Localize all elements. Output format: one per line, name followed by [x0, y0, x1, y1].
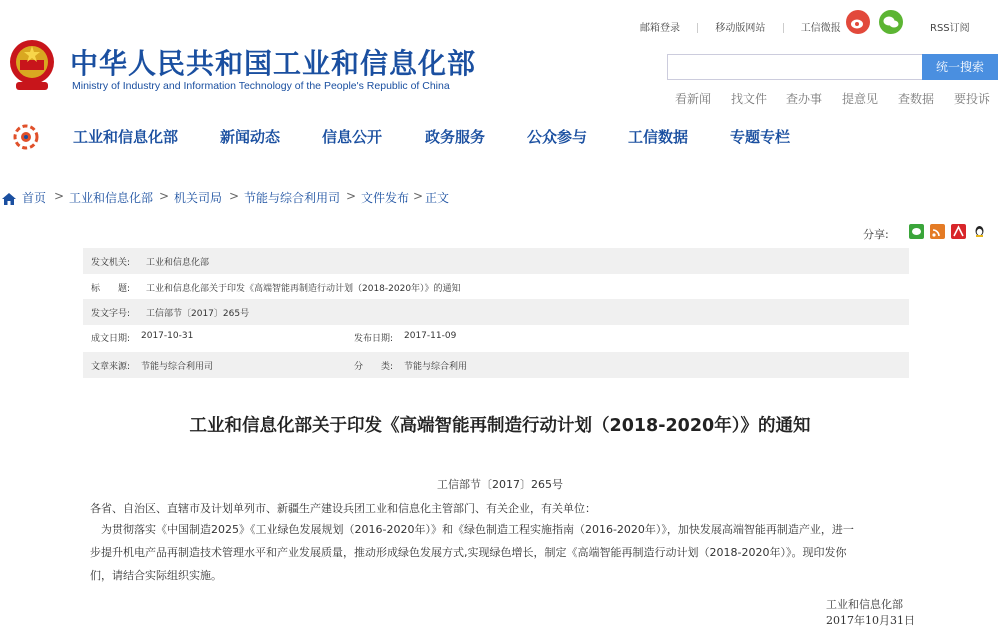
divider	[697, 23, 698, 33]
source-label: 文章来源:	[91, 362, 131, 372]
info-row-source	[83, 352, 909, 378]
quick-link-data[interactable]: 查数据	[898, 92, 935, 106]
breadcrumb-home[interactable]: 首页	[22, 191, 47, 205]
created-value: 2017-10-31	[141, 331, 194, 341]
document-body-line: 为贯彻落实《中国制造2025》《工业绿色发展规划（2016-2020年）》和《绿色制造工程实施指南（2016-2020年）》，加快发展高端智能再制造产业，进一	[90, 523, 854, 536]
share-label: 分享:	[863, 228, 889, 241]
breadcrumb-separator: >	[54, 189, 65, 203]
weibo-icon[interactable]	[846, 10, 870, 34]
info-row-title	[83, 274, 909, 300]
info-row-issuer	[83, 248, 909, 274]
issuer-value: 工业和信息化部	[146, 258, 210, 268]
home-icon[interactable]	[2, 190, 16, 209]
nav-gov-services[interactable]: 政务服务	[425, 128, 486, 146]
breadcrumb-miit[interactable]: 工业和信息化部	[69, 191, 154, 205]
top-links	[640, 19, 841, 34]
wechat-icon[interactable]	[879, 10, 903, 34]
document-title: 工业和信息化部关于印发《高端智能再制造行动计划（2018-2020年）》的通知	[189, 416, 811, 436]
breadcrumb-current: 正文	[425, 191, 450, 205]
published-value: 2017-11-09	[404, 331, 457, 341]
divider	[783, 23, 784, 33]
nav-info-disclosure[interactable]: 信息公开	[322, 128, 383, 146]
mail-login-link[interactable]: 邮箱登录	[640, 23, 680, 34]
document-signature: 工业和信息化部	[826, 598, 903, 611]
document-body-line: 步提升机电产品再制造技术管理水平和产业发展质量，推动形成绿色发展方式,实现绿色增长，制定《高端智能再制造行动计划（2018-2020年）》。现印发你	[90, 546, 847, 559]
rss-share-icon[interactable]	[930, 224, 945, 239]
search-button[interactable]: 统一搜索	[922, 54, 998, 80]
qq-share-icon[interactable]	[972, 224, 987, 239]
document-date: 2017年10月31日	[826, 614, 915, 627]
miit-logo-icon[interactable]	[12, 124, 40, 150]
category-label: 分 类:	[354, 362, 394, 372]
national-emblem-logo[interactable]	[8, 38, 56, 94]
source-value: 节能与综合利用司	[141, 362, 214, 372]
wechat-share-icon[interactable]	[909, 224, 924, 239]
number-value: 工信部节〔2017〕265号	[146, 309, 250, 319]
site-subtitle: Ministry of Industry and Information Technology of the People's Republic of China	[72, 80, 450, 92]
number-label: 发文字号:	[91, 309, 131, 319]
published-label: 发布日期:	[354, 334, 394, 344]
breadcrumb-separator: >	[346, 189, 357, 203]
site-title[interactable]: 中华人民共和国工业和信息化部	[70, 47, 477, 80]
category-value: 节能与综合利用	[404, 362, 468, 372]
breadcrumb-documents[interactable]: 文件发布	[361, 191, 410, 205]
breadcrumb-energy-dept[interactable]: 节能与综合利用司	[244, 191, 341, 205]
nav-miit[interactable]: 工业和信息化部	[73, 128, 179, 146]
breadcrumb-departments[interactable]: 机关司局	[174, 191, 223, 205]
info-row-dates	[83, 324, 909, 350]
quick-link-services[interactable]: 查办事	[786, 92, 823, 106]
mobile-site-link[interactable]: 移动版网站	[715, 23, 766, 34]
pdf-share-icon[interactable]	[951, 224, 966, 239]
created-label: 成文日期:	[91, 334, 131, 344]
quick-link-files[interactable]: 找文件	[731, 92, 768, 106]
nav-news[interactable]: 新闻动态	[220, 128, 281, 146]
document-number: 工信部节〔2017〕265号	[437, 478, 563, 491]
info-row-number	[83, 299, 909, 325]
issuer-label: 发文机关:	[91, 258, 131, 268]
nav-data[interactable]: 工信数据	[628, 128, 689, 146]
quick-link-news[interactable]: 看新闻	[675, 92, 712, 106]
search-input[interactable]	[667, 54, 923, 80]
breadcrumb-separator: >	[159, 189, 170, 203]
wechat-report-link[interactable]: 工信微报	[800, 23, 841, 34]
breadcrumb-separator: >	[229, 189, 240, 203]
title-value: 工业和信息化部关于印发《高端智能再制造行动计划（2018-2020年）》的通知	[146, 284, 461, 294]
nav-topics[interactable]: 专题专栏	[730, 128, 791, 146]
rss-link[interactable]: RSS订阅	[930, 23, 970, 34]
document-body-line: 们，请结合实际组织实施。	[90, 569, 222, 582]
quick-link-complaint[interactable]: 要投诉	[954, 92, 991, 106]
breadcrumb-separator: >	[413, 189, 424, 203]
title-label: 标 题:	[91, 284, 131, 294]
quick-link-feedback[interactable]: 提意见	[842, 92, 879, 106]
document-recipients: 各省、自治区、直辖市及计划单列市、新疆生产建设兵团工业和信息化主管部门、有关企业，有关单位：	[90, 502, 596, 515]
nav-public-participation[interactable]: 公众参与	[527, 128, 588, 146]
